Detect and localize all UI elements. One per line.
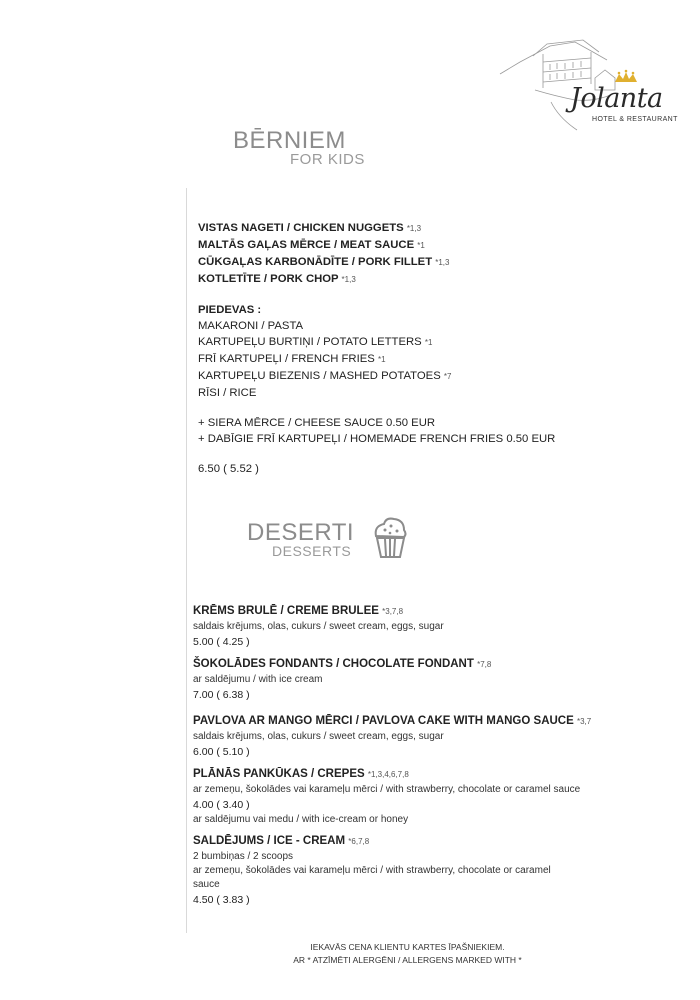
kids-main-item: VISTAS NAGETI / CHICKEN NUGGETS *1,3 xyxy=(198,222,422,234)
logo-name: Jolanta xyxy=(570,83,663,114)
desserts-menu xyxy=(193,603,663,914)
cupcake-icon xyxy=(370,514,410,560)
extra-item: + SIERA MĒRCE / CHEESE SAUCE 0.50 EUR xyxy=(198,417,436,429)
dessert-item: ŠOKOLĀDES FONDANTS / CHOCOLATE FONDANT *7,8 ar saldējumu / with ice cream 7.00 ( 6.38 ) xyxy=(193,658,492,701)
side-item: FRĪ KARTUPEĻI / FRENCH FRIES *1 xyxy=(198,353,386,365)
side-item: RĪSI / RICE xyxy=(198,387,257,399)
desserts-title-en: DESSERTS xyxy=(272,543,352,559)
logo-subtitle: HOTEL & RESTAURANT xyxy=(592,116,678,123)
side-item: KARTUPEĻU BIEZENIS / MASHED POTATOES *7 xyxy=(198,370,452,382)
kids-title-lv: BĒRNIEM xyxy=(233,127,346,154)
footer-note xyxy=(0,941,700,967)
kids-main-item: MALTĀS GAĻAS MĒRCE / MEAT SAUCE *1 xyxy=(198,239,425,251)
dessert-item: KRĒMS BRULĒ / CREME BRULEE *3,7,8 saldais krējums, olas, cukurs / sweet cream, eggs, sugar 5.00 ( 4.25 ) xyxy=(193,605,444,648)
footer-line: AR * ATZĪMĒTI ALERGĒNI / ALLERGENS MARKED WITH * xyxy=(293,955,522,965)
kids-price: 6.50 ( 5.52 ) xyxy=(198,463,259,475)
desserts-title-lv: DESERTI xyxy=(247,519,355,546)
kids-main-item: KOTLETĪTE / PORK CHOP *1,3 xyxy=(198,273,356,285)
kids-menu xyxy=(198,220,555,477)
dessert-item: SALDĒJUMS / ICE - CREAM *6,7,8 2 bumbiņas / 2 scoops ar zemeņu, šokolādes vai karameļu mērci / with strawberry, chocolate or caramel sauce 4.50 ( 3.83 ) xyxy=(193,835,551,906)
divider-line xyxy=(186,188,187,933)
kids-main-item: CŪKGAĻAS KARBONĀDĪTE / PORK FILLET *1,3 xyxy=(198,256,450,268)
extra-item: + DABĪGIE FRĪ KARTUPEĻI / HOMEMADE FRENCH FRIES 0.50 EUR xyxy=(198,433,556,445)
footer-line: IEKAVĀS CENA KLIENTU KARTES ĪPAŠNIEKIEM. xyxy=(310,942,505,952)
side-item: MAKARONI / PASTA xyxy=(198,320,304,332)
kids-title-en: FOR KIDS xyxy=(290,151,365,168)
sides-title: PIEDEVAS : xyxy=(198,304,262,316)
side-item: KARTUPEĻU BURTIŅI / POTATO LETTERS *1 xyxy=(198,336,433,348)
dessert-item: PLĀNĀS PANKŪKAS / CREPES *1,3,4,6,7,8 ar zemeņu, šokolādes vai karameļu mērci / with strawberry, chocolate or caramel sauce 4.00 ( 3.40 ) ar saldējumu vai medu / with ice-cream or honey xyxy=(193,768,581,825)
dessert-item: PAVLOVA AR MANGO MĒRCI / PAVLOVA CAKE WITH MANGO SAUCE *3,7 saldais krējums, olas, cukurs / sweet cream, eggs, sugar 6.00 ( 5.10 ) xyxy=(193,715,592,758)
